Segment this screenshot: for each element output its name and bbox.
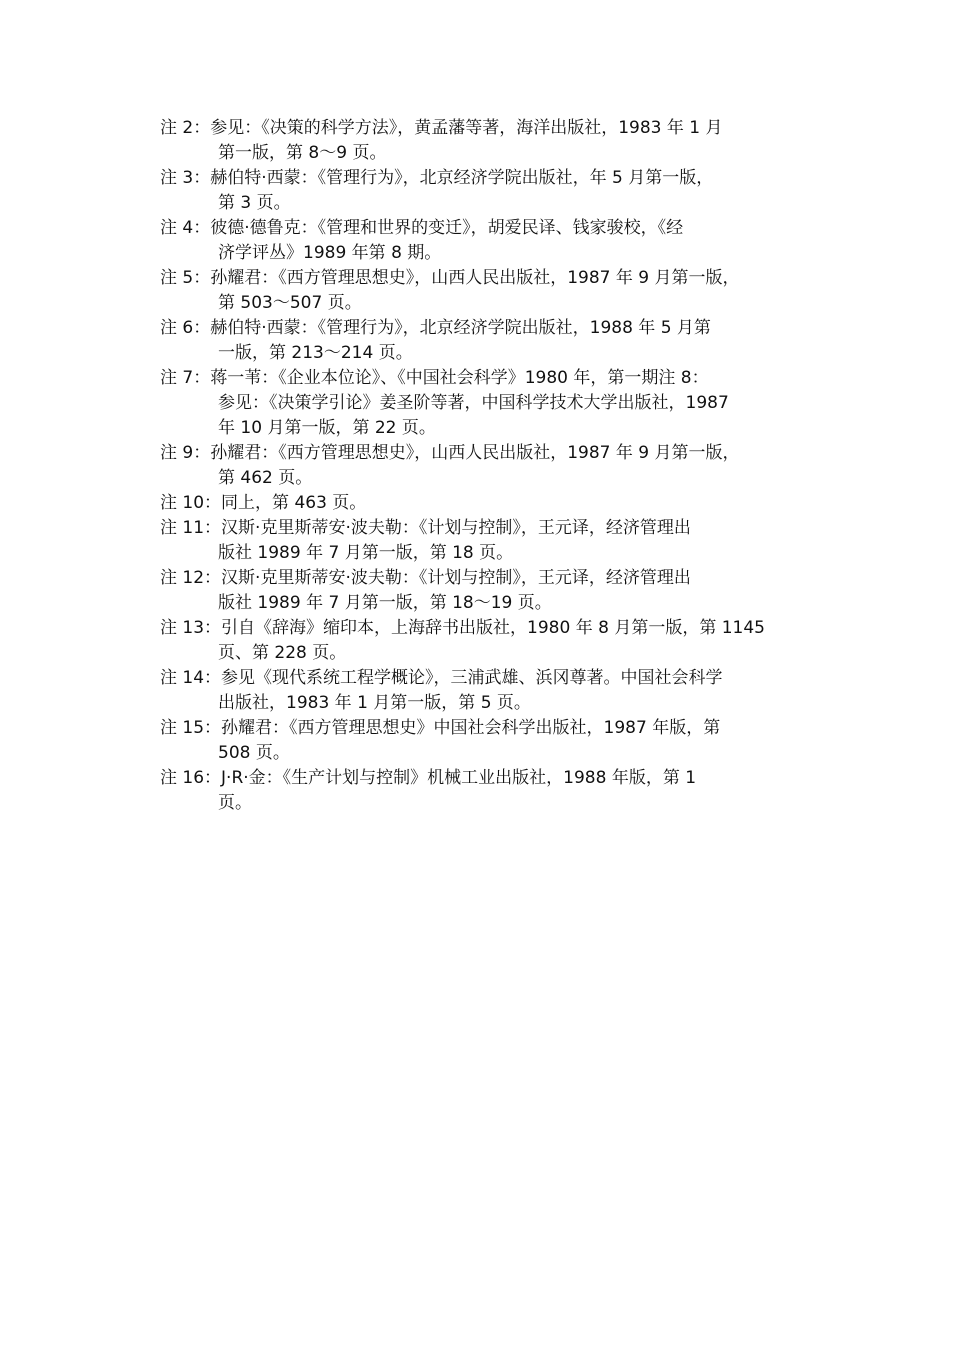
footnote-line: 注 16：J·R·金：《生产计划与控制》机械工业出版社，1988 年版，第 1 bbox=[160, 768, 697, 788]
footnote-note-4 bbox=[160, 216, 796, 266]
footnote-note-6 bbox=[160, 316, 796, 366]
footnote-note-13 bbox=[160, 616, 796, 666]
footnote-note-9 bbox=[160, 441, 796, 491]
footnote-line: 注 4：彼德·德鲁克：《管理和世界的变迁》，胡爱民译、钱家骏校，《经 bbox=[160, 218, 684, 238]
footnote-line: 页。 bbox=[218, 793, 252, 813]
footnote-line: 注 9：孙耀君：《西方管理思想史》，山西人民出版社，1987 年 9 月第一版， bbox=[160, 443, 740, 463]
footnote-line: 页、第 228 页。 bbox=[218, 643, 347, 663]
footnote-note-5 bbox=[160, 266, 796, 316]
footnote-line: 注 2：参见：《决策的科学方法》，黄孟藩等著，海洋出版社，1983 年 1 月 bbox=[160, 118, 723, 138]
footnote-line: 注 15：孙耀君：《西方管理思想史》中国社会科学出版社，1987 年版，第 bbox=[160, 718, 721, 738]
footnote-list bbox=[160, 116, 796, 816]
footnote-line: 第 3 页。 bbox=[218, 193, 291, 213]
footnote-line: 第 503～507 页。 bbox=[218, 293, 362, 313]
footnote-line: 第 462 页。 bbox=[218, 468, 313, 488]
footnote-line: 一版，第 213～214 页。 bbox=[218, 343, 413, 363]
footnote-line: 版社 1989 年 7 月第一版，第 18 页。 bbox=[218, 543, 514, 563]
footnote-line: 参见：《决策学引论》姜圣阶等著，中国科学技术大学出版社，1987 bbox=[218, 393, 729, 413]
footnote-line: 注 3：赫伯特·西蒙：《管理行为》，北京经济学院出版社，年 5 月第一版， bbox=[160, 168, 714, 188]
footnote-note-14 bbox=[160, 666, 796, 716]
footnote-line: 注 10：同上，第 463 页。 bbox=[160, 493, 367, 513]
footnote-line: 年 10 月第一版，第 22 页。 bbox=[218, 418, 436, 438]
footnote-line: 第一版，第 8～9 页。 bbox=[218, 143, 387, 163]
footnote-line: 注 11：汉斯·克里斯蒂安·波夫勒：《计划与控制》，王元译，经济管理出 bbox=[160, 518, 691, 538]
footnote-line: 注 6：赫伯特·西蒙：《管理行为》，北京经济学院出版社，1988 年 5 月第 bbox=[160, 318, 711, 338]
footnote-note-7 bbox=[160, 366, 796, 441]
footnote-line: 注 14：参见《现代系统工程学概论》，三浦武雄、浜冈尊著。中国社会科学 bbox=[160, 668, 723, 688]
footnote-line: 版社 1989 年 7 月第一版，第 18～19 页。 bbox=[218, 593, 552, 613]
footnote-note-11 bbox=[160, 516, 796, 566]
footnote-line: 出版社，1983 年 1 月第一版，第 5 页。 bbox=[218, 693, 531, 713]
footnote-note-12 bbox=[160, 566, 796, 616]
footnote-note-10 bbox=[160, 491, 796, 516]
footnote-line: 济学评丛》1989 年第 8 期。 bbox=[218, 243, 442, 263]
footnote-note-15 bbox=[160, 716, 796, 766]
footnote-note-16 bbox=[160, 766, 796, 816]
footnote-line: 注 5：孙耀君：《西方管理思想史》，山西人民出版社，1987 年 9 月第一版， bbox=[160, 268, 740, 288]
footnote-line: 注 12：汉斯·克里斯蒂安·波夫勒：《计划与控制》，王元译，经济管理出 bbox=[160, 568, 691, 588]
footnote-line: 注 13：引自《辞海》缩印本，上海辞书出版社，1980 年 8 月第一版，第 1145 bbox=[160, 618, 765, 638]
footnote-line: 508 页。 bbox=[218, 743, 290, 763]
footnote-line: 注 7：蒋一苇：《企业本位论》、《中国社会科学》1980 年，第一期注 8： bbox=[160, 368, 709, 388]
footnote-note-2 bbox=[160, 116, 796, 166]
footnote-note-3 bbox=[160, 166, 796, 216]
